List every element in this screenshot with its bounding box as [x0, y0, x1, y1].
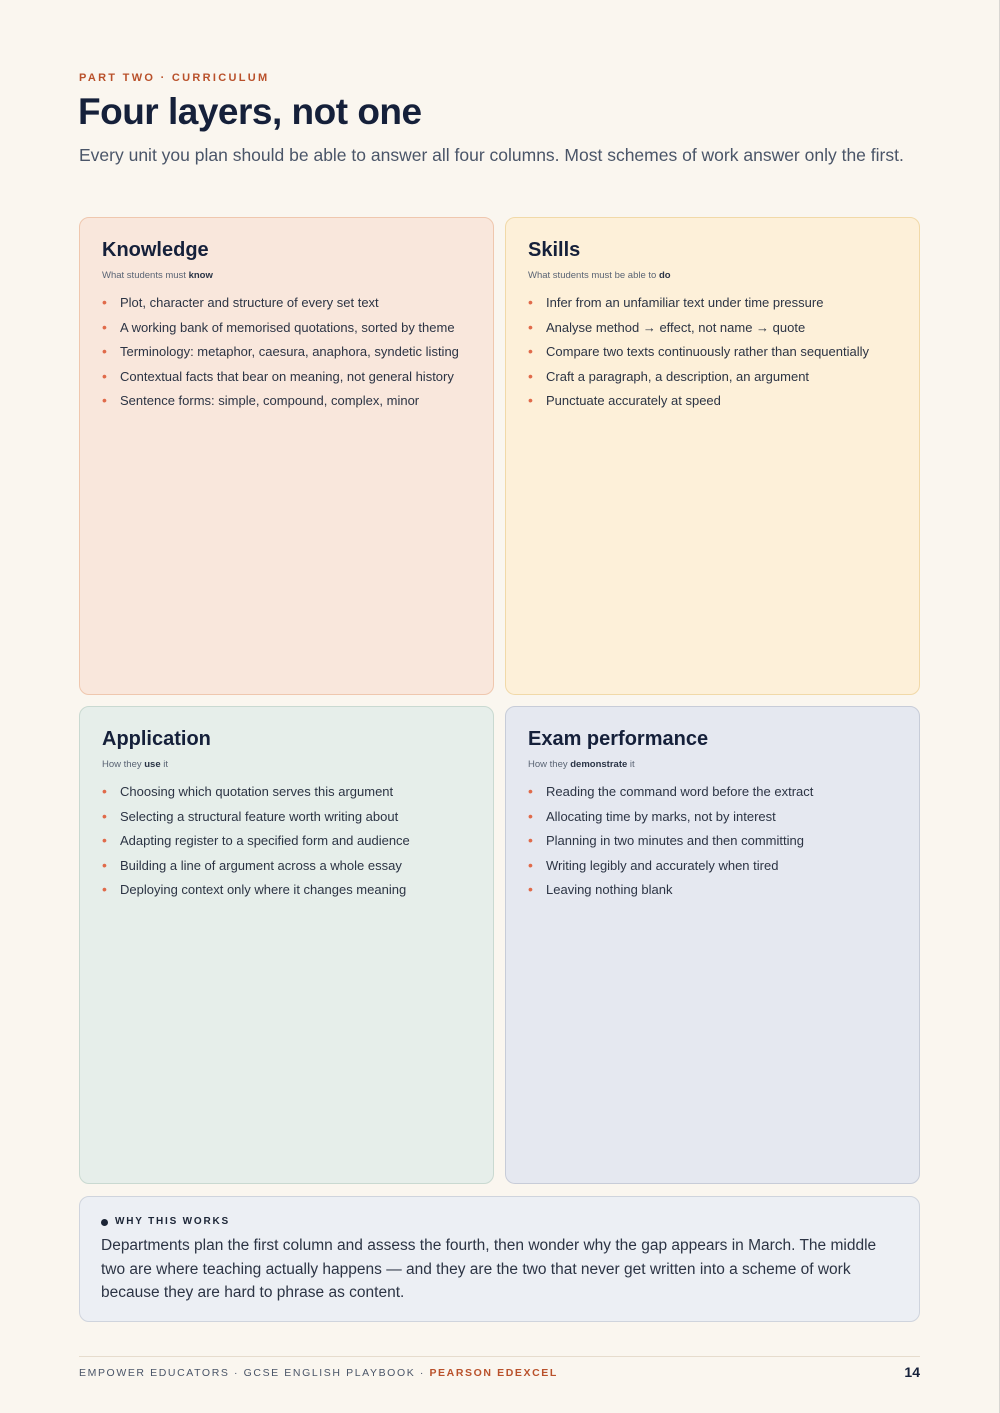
list-item: [102, 829, 471, 854]
card-subtitle: [102, 270, 471, 282]
why-this-works-callout: [79, 1196, 920, 1322]
bullet-icon: •: [528, 832, 533, 848]
footer-brand: PEARSON EDEXCEL: [429, 1367, 558, 1379]
bullet-icon: •: [528, 294, 533, 310]
list-item: [528, 316, 897, 341]
bullet-icon: •: [102, 392, 107, 408]
list-item: [102, 854, 471, 879]
bullet-icon: •: [102, 318, 107, 335]
card-subtitle: [528, 759, 897, 771]
list-item: [102, 389, 471, 414]
card-item-list: [102, 291, 471, 414]
card-title: Skills: [528, 239, 581, 261]
card-subtitle-prefix: How they: [102, 759, 145, 770]
list-item: [528, 389, 897, 414]
card-knowledge: [79, 217, 494, 695]
page-lede: Every unit you plan should be able to answer all four columns. Most schemes of work answer only the first.: [79, 145, 904, 165]
bullet-icon: •: [102, 832, 107, 848]
list-item: [528, 291, 897, 316]
list-item-text: Compare two texts continuously rather than sequentially: [546, 344, 870, 359]
callout-label: [101, 1215, 898, 1229]
bullet-icon: •: [528, 881, 533, 897]
list-item-text: Adapting register to a specified form and audience: [120, 833, 410, 848]
bullet-icon: •: [102, 294, 107, 310]
dot-icon: [101, 1219, 108, 1226]
list-item-text: Reading the command word before the extract: [546, 784, 814, 799]
list-item: [528, 780, 897, 805]
card-item-list: [102, 780, 471, 903]
card-skills: [505, 217, 920, 695]
bullet-icon: •: [528, 367, 533, 384]
list-item: [102, 805, 471, 830]
bullet-icon: •: [528, 856, 533, 873]
list-item-text: Craft a paragraph, a description, an argument: [546, 368, 810, 384]
list-item-text: Plot, character and structure of every set text: [120, 295, 379, 310]
bullet-icon: •: [102, 367, 107, 384]
bullet-icon: •: [102, 343, 107, 359]
callout-label-text: WHY THIS WORKS: [115, 1216, 231, 1227]
card-subtitle-prefix: What students must be able to: [528, 270, 659, 281]
bullet-icon: •: [528, 392, 533, 408]
callout-text: Departments plan the first column and assess the fourth, then wonder why the gap appears in March. The middle two are where teaching actually happens — and they are the two that never get written into a scheme of work because they are hard to phrase as content.: [101, 1237, 877, 1301]
list-item: [102, 340, 471, 365]
list-item-text: Sentence forms: simple, compound, complex, minor: [120, 393, 420, 408]
card-subtitle-emphasis: do: [658, 270, 671, 281]
bullet-icon: •: [102, 783, 107, 799]
card-title: Exam performance: [528, 728, 709, 750]
card-subtitle-suffix: it: [160, 759, 169, 770]
bullet-icon: •: [528, 343, 533, 359]
footer-divider: [79, 1356, 920, 1357]
list-item-text: Leaving nothing blank: [546, 882, 673, 897]
footer-series: EMPOWER EDUCATORS · GCSE ENGLISH PLAYBOOK ·: [79, 1367, 430, 1379]
list-item: [528, 805, 897, 830]
bullet-icon: •: [528, 807, 533, 824]
footer-running-head: [79, 1367, 558, 1379]
card-subtitle-prefix: How they: [528, 759, 571, 770]
list-item-text: Contextual facts that bear on meaning, not general history: [120, 368, 454, 384]
page-title: Four layers, not one: [78, 91, 422, 132]
section-kicker: PART TWO · CURRICULUM: [79, 72, 270, 84]
list-item: [102, 316, 471, 341]
list-item: [102, 878, 471, 903]
list-item: [528, 829, 897, 854]
list-item: [528, 340, 897, 365]
list-item: [528, 878, 897, 903]
list-item: [102, 365, 471, 390]
list-item-text: Punctuate accurately at speed: [546, 393, 721, 408]
list-item-text: Writing legibly and accurately when tired: [546, 857, 779, 873]
list-item-text: Building a line of argument across a whole essay: [120, 857, 402, 873]
card-application: [79, 706, 494, 1184]
list-item-text: Choosing which quotation serves this argument: [120, 784, 394, 799]
card-subtitle-emphasis: use: [144, 759, 161, 770]
list-item-text: Analyse method → effect, not name → quote: [546, 319, 806, 335]
list-item-text: Selecting a structural feature worth writing about: [120, 808, 399, 824]
card-title: Application: [102, 728, 211, 750]
bullet-icon: •: [102, 881, 107, 897]
card-subtitle: [102, 759, 471, 771]
list-item: [102, 291, 471, 316]
card-subtitle: [528, 270, 897, 282]
list-item-text: A working bank of memorised quotations, sorted by theme: [120, 319, 455, 335]
card-subtitle-prefix: What students must: [102, 270, 189, 281]
bullet-icon: •: [102, 807, 107, 824]
list-item-text: Infer from an unfamiliar text under time pressure: [546, 295, 824, 310]
list-item-text: Allocating time by marks, not by interest: [546, 808, 776, 824]
card-item-list: [528, 291, 897, 414]
card-subtitle-suffix: it: [627, 759, 635, 770]
card-subtitle-emphasis: demonstrate: [570, 759, 628, 770]
card-title: Knowledge: [102, 239, 209, 261]
card-subtitle-emphasis: know: [188, 270, 213, 281]
card-exam-performance: [505, 706, 920, 1184]
bullet-icon: •: [528, 318, 533, 335]
list-item: [528, 854, 897, 879]
page-number: 14: [904, 1364, 920, 1380]
card-item-list: [528, 780, 897, 903]
list-item-text: Deploying context only where it changes meaning: [120, 882, 407, 897]
list-item-text: Planning in two minutes and then committing: [546, 833, 804, 848]
list-item: [102, 780, 471, 805]
bullet-icon: •: [102, 856, 107, 873]
bullet-icon: •: [528, 783, 533, 799]
list-item-text: Terminology: metaphor, caesura, anaphora, syndetic listing: [120, 344, 459, 359]
list-item: [528, 365, 897, 390]
